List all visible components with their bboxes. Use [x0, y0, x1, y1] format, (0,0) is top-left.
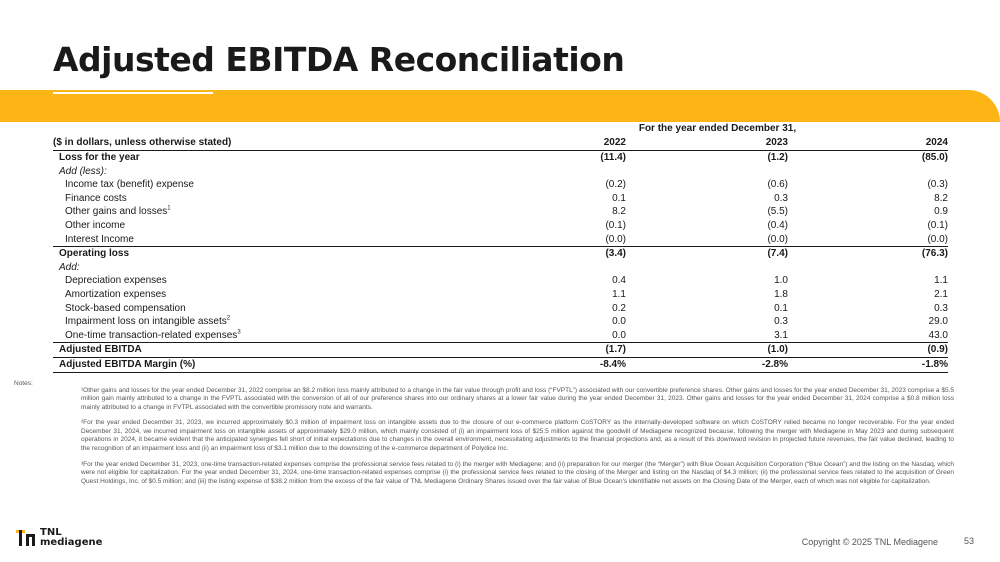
- cell-2023: 0.3: [774, 316, 788, 328]
- row-loss-for-the-year: [53, 151, 948, 165]
- cell-2024: 29.0: [928, 316, 948, 328]
- cell-2023: (0.6): [767, 179, 788, 191]
- cell-2022: 0.0: [612, 329, 626, 341]
- row-label: Depreciation expenses: [65, 275, 167, 287]
- accent-band: [0, 90, 1000, 122]
- row-label-container: [53, 329, 464, 343]
- cell-2022: (0.1): [605, 219, 626, 231]
- year-header-2022: 2022: [603, 136, 626, 148]
- cell-2022: 0.4: [612, 275, 626, 287]
- row-amortization: [53, 288, 948, 302]
- cell-2022: (11.4): [600, 152, 626, 163]
- row-income-tax: [53, 178, 948, 192]
- row-label: Impairment loss on intangible assets: [65, 316, 227, 328]
- company-logo: [16, 528, 102, 548]
- cell-2024: 8.2: [934, 192, 948, 204]
- row-interest-income: [53, 233, 948, 247]
- row-label: Other gains and losses: [65, 206, 168, 218]
- footnote-ref-2: 2: [226, 315, 231, 322]
- row-adjusted-ebitda: [53, 342, 948, 357]
- row-label: Stock-based compensation: [65, 302, 186, 314]
- cell-2023: 0.3: [774, 192, 788, 204]
- cell-2023: 1.8: [774, 288, 788, 300]
- row-operating-loss: [53, 246, 948, 261]
- cell-2022: (0.2): [605, 179, 626, 191]
- row-label: Add:: [59, 261, 80, 273]
- footnote-ref-3: 3: [237, 329, 241, 336]
- cell-2022: 8.2: [612, 206, 626, 218]
- cell-2022: 0.1: [612, 192, 626, 204]
- period-header-row: [53, 122, 948, 135]
- logo-mark-icon: [16, 528, 36, 548]
- page-title: Adjusted EBITDA Reconciliation: [53, 40, 625, 79]
- cell-2023: (1.2): [767, 152, 788, 163]
- footnote-3: ³For the year ended December 31, 2023, one-time transaction-related expenses comprise the professional service fees related to (i) the merger with Mediagene; and (ii) preparation for our merger (the “Merger”) with Blue Ocean Acquisition Corporation (“Blue Ocean”) and the listing on the Nasdaq, which were not eligible for capitalization. For the year ended December 31, 2024, one-time transaction-related expenses comprise (i) the professional service fees related to the closing of the Merger and listing on the Nasdaq of $4.3 million; (ii) the professional service fees related to the acquisition of Green Quest Holdings, Inc. of $0.5 million; and (iii) the listing expense of $38.2 million from the excess of the fair value of TNL Mediagene Ordinary Shares issued over the fair value of Blue Ocean’s identifiable net assets on the Closing Date of the Merger, each of which was not eligible for capitalization.: [81, 460, 954, 485]
- row-label: Add (less):: [59, 165, 107, 177]
- footnote-1: ¹Other gains and losses for the year ended December 31, 2022 comprise an $8.2 million loss mainly attributed to a change in the fair value through profit and loss (“FVPTL”) associated with our convertible preference shares. Other gains and losses for the year ended December 31, 2023 comprise a $5.5 million gain mainly attributed to a change in the FVPTL associated with the conversion of all of our preference shares into our ordinary shares at a lower fair value during the year ended December 31, 2023. Other gains and losses for the year ended December 31, 2024 comprise a $0.8 million loss mainly attributed to a change in FVTPL associated with the convertible promissory note and warrants.: [81, 386, 954, 411]
- logo-wordmark: [40, 528, 102, 548]
- row-label: Operating loss: [59, 248, 130, 260]
- cell-2023: (0.0): [767, 233, 788, 245]
- row-other-income: [53, 219, 948, 233]
- reconciliation-table: [53, 122, 948, 373]
- cell-2022: (0.0): [605, 233, 626, 245]
- year-header-row: [53, 135, 948, 151]
- cell-2022: 0.0: [612, 316, 626, 328]
- cell-2022: -8.4%: [599, 358, 626, 370]
- row-label: Adjusted EBITDA: [59, 344, 142, 356]
- cell-2023: 0.1: [774, 302, 788, 314]
- row-label: Loss for the year: [59, 152, 140, 163]
- cell-2023: (5.5): [767, 206, 788, 218]
- cell-2024: (85.0): [921, 152, 948, 163]
- period-header: For the year ended December 31,: [638, 122, 797, 134]
- cell-2024: 0.9: [934, 206, 948, 218]
- row-finance-costs: [53, 192, 948, 206]
- cell-2024: -1.8%: [921, 358, 948, 370]
- row-label: Finance costs: [65, 192, 127, 204]
- row-label: One-time transaction-related expenses: [65, 329, 238, 341]
- row-add: [53, 261, 948, 275]
- cell-2024: (0.9): [927, 344, 948, 356]
- row-label-container: [53, 315, 464, 329]
- row-add-less: [53, 165, 948, 179]
- cell-2024: 1.1: [934, 275, 948, 287]
- notes-label: Notes:: [14, 380, 33, 387]
- cell-2023: (1.0): [767, 344, 788, 356]
- logo-line-2: mediagene: [40, 537, 103, 548]
- cell-2024: 0.3: [934, 302, 948, 314]
- row-impairment-loss: [53, 315, 948, 329]
- cell-2022: 0.2: [612, 302, 626, 314]
- row-adjusted-ebitda-margin: [53, 357, 948, 373]
- row-other-gains-losses: [53, 205, 948, 219]
- footnote-ref-1: 1: [167, 206, 171, 213]
- cell-2023: (0.4): [767, 219, 788, 231]
- cell-2024: (0.1): [927, 219, 948, 231]
- cell-2023: -2.8%: [761, 358, 788, 370]
- row-label: Income tax (benefit) expense: [65, 179, 194, 191]
- cell-2024: (76.3): [921, 248, 948, 260]
- cell-2023: 3.1: [774, 329, 788, 341]
- footnotes: [14, 380, 954, 493]
- year-header-2023: 2023: [765, 136, 788, 148]
- cell-2022: (3.4): [605, 248, 626, 260]
- row-one-time-expenses: [53, 329, 948, 343]
- row-label: Interest Income: [65, 233, 134, 245]
- copyright-text: Copyright © 2025 TNL Mediagene: [801, 537, 938, 547]
- cell-2023: (7.4): [767, 248, 788, 260]
- year-header-2024: 2024: [925, 136, 948, 148]
- row-stock-based-comp: [53, 302, 948, 316]
- row-label: Adjusted EBITDA Margin (%): [59, 358, 196, 370]
- page-number: 53: [963, 536, 974, 546]
- cell-2024: 43.0: [928, 329, 948, 341]
- logo-line-1: TNL: [40, 527, 62, 538]
- row-label: Other income: [65, 219, 126, 231]
- row-depreciation: [53, 274, 948, 288]
- row-label-container: [53, 205, 464, 219]
- cell-2024: 2.1: [934, 288, 948, 300]
- unit-label: ($ in dollars, unless otherwise stated): [53, 136, 232, 148]
- cell-2022: (1.7): [605, 344, 626, 356]
- cell-2024: (0.0): [927, 233, 948, 245]
- row-label: Amortization expenses: [65, 288, 167, 300]
- accent-band-divider: [53, 92, 213, 94]
- cell-2024: (0.3): [927, 179, 948, 191]
- cell-2022: 1.1: [612, 288, 626, 300]
- cell-2023: 1.0: [774, 275, 788, 287]
- footnote-2: ²For the year ended December 31, 2023, we incurred approximately $0.3 million of impairment loss on intangible assets due to the closure of our e-commerce platform CoSTORY as the internally-developed software on which CoSTORY relied became no longer recoverable. For the year ended December 31, 2024, we incurred impairment loss on intangible assets of approximately $29.0 million, which mainly consisted of (i) an impairment loss of $25.5 million against the goodwill of Mediagene recognized because, following the merger with Mediagene in May 2023 and during subsequent operations in 2024, it became evident that the anticipated synergies fell short of initial expectations due to changes in the overall environment, necessitating adjustments to the financial projections and, as a result of this downward revision in projected future revenues, the fair value declined, leading to the recognition of an impairment loss and (ii) an impairment loss of $3.1 million due to the downsizing of the e-commerce department of Polydice Inc.: [81, 419, 954, 453]
